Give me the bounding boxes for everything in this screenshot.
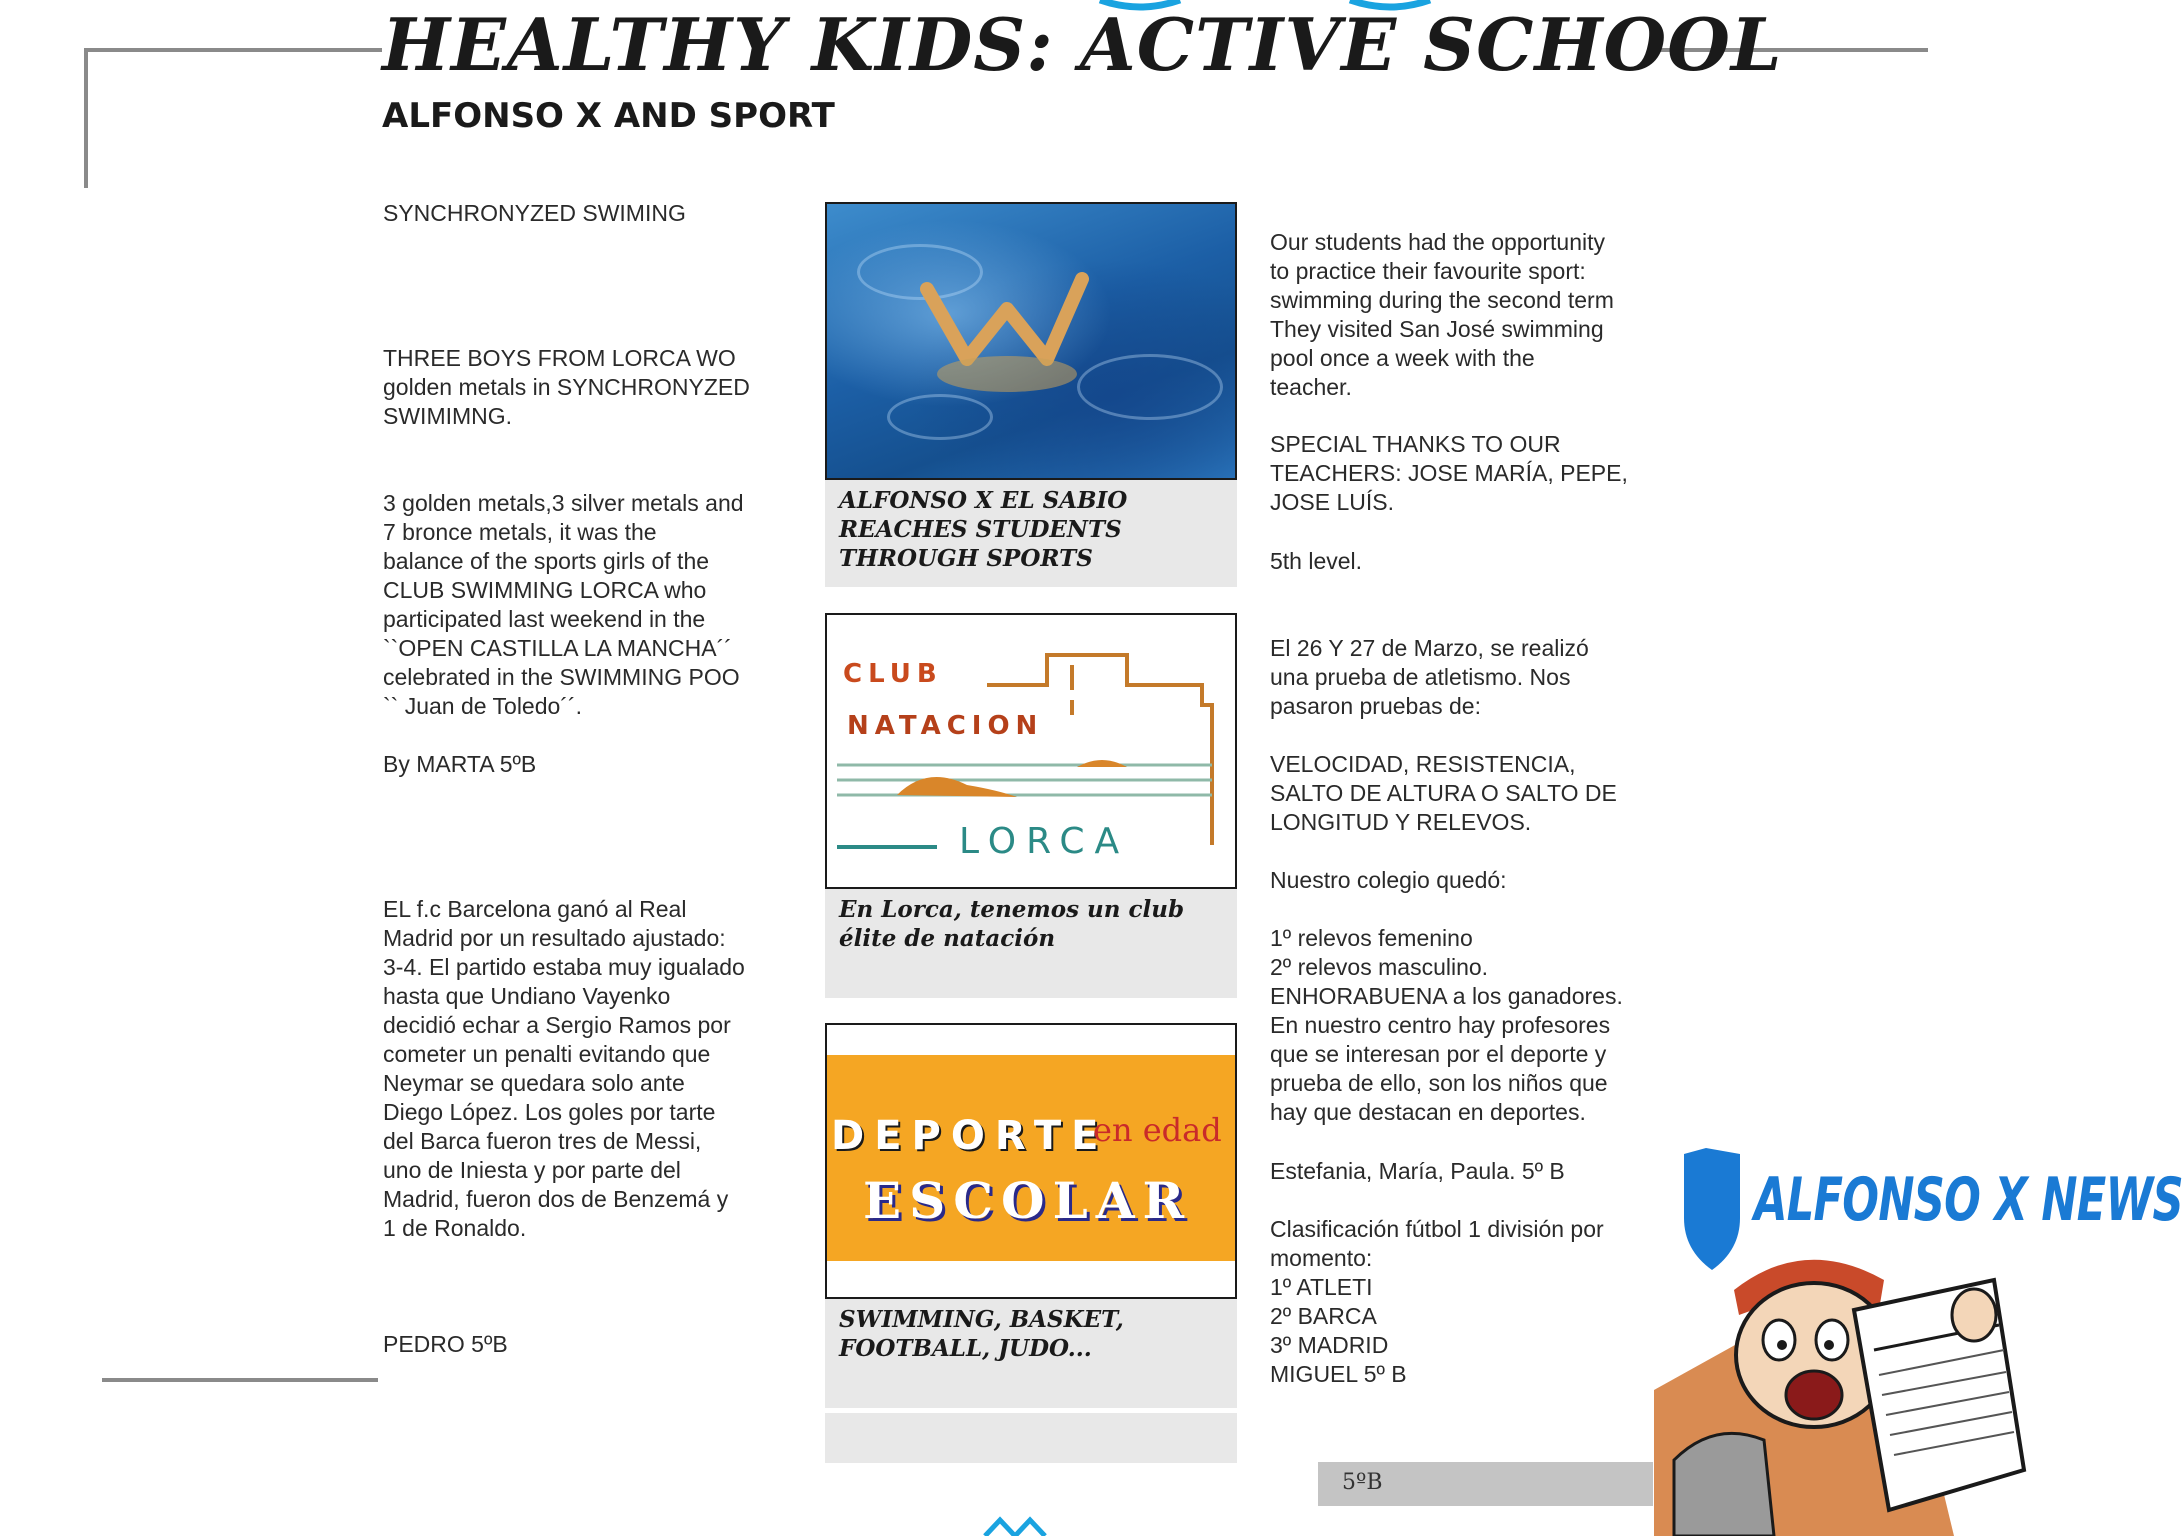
alfonso-x-news-logo: ALFONSO X NEWS	[1754, 1165, 2183, 1235]
right-athletics-intro: El 26 Y 27 de Marzo, se realizó una prueba de atletismo. Nos pasaron pruebas de:	[1270, 635, 1589, 719]
deporte-word: DEPORTE	[831, 1113, 1109, 1159]
frame-line-left-vertical	[84, 48, 88, 188]
escolar-word: ESCOLAR	[863, 1171, 1193, 1230]
caption-elite-club: En Lorca, tenemos un club élite de natación	[839, 896, 1185, 952]
left-article-body: 3 golden metals,3 silver metals and 7 bronce metals, it was the balance of the sports girls of the CLUB SWIMMING LORCA who participated last weekend in the ``OPEN CASTILLA LA MANCHA´´ celebrated in the SWIMMING POO `` Juan de Toledo´´.	[383, 490, 744, 719]
caption-alfonso-reaches: ALFONSO X EL SABIO REACHES STUDENTS THROUGH SPORTS	[839, 487, 1128, 572]
empty-caption-strip	[825, 1413, 1237, 1463]
right-results-heading: Nuestro colegio quedó:	[1270, 867, 1507, 893]
left-byline-pedro: PEDRO 5ºB	[383, 1331, 508, 1357]
frame-line-top-left	[84, 48, 382, 52]
page-subtitle: ALFONSO X AND SPORT	[382, 96, 835, 136]
club-logo-line2: NATACION	[847, 711, 1044, 741]
right-thanks: SPECIAL THANKS TO OUR TEACHERS: JOSE MARÍA, PEPE, JOSE LUÍS.	[1270, 431, 1628, 515]
right-results-body: 1º relevos femenino 2º relevos masculino. ENHORABUENA a los ganadores. En nuestro centro hay profesores que se interesan por el deporte y prueba de ello, son los niños que hay que destacan en deportes.	[1270, 925, 1623, 1125]
right-byline-girls: Estefania, María, Paula. 5º B	[1270, 1158, 1565, 1184]
synchronized-swimming-photo	[825, 202, 1237, 480]
frame-line-bottom-left	[102, 1378, 378, 1382]
caption-sports-list: SWIMMING, BASKET, FOOTBALL, JUDO...	[839, 1306, 1124, 1362]
club-logo-line1: CLUB	[843, 659, 943, 689]
right-athletics-events: VELOCIDAD, RESISTENCIA, SALTO DE ALTURA O SALTO DE LONGITUD Y RELEVOS.	[1270, 751, 1617, 835]
card-deporte-escolar	[825, 1023, 1237, 1408]
bottom-ornament-icon	[975, 1514, 1055, 1536]
club-logo-line3: LORCA	[959, 821, 1130, 862]
left-byline-marta: By MARTA 5ºB	[383, 751, 537, 777]
left-article-intro: THREE BOYS FROM LORCA WO golden metals in SYNCHRONYZED SWIMIMNG.	[383, 345, 750, 429]
card-club-logo	[825, 613, 1237, 998]
left-football-article: EL f.c Barcelona ganó al Real Madrid por un resultado ajustado: 3-4. El partido estaba muy igualado hasta que Undiano Vayenko decidió echar a Sergio Ramos por cometer un penalti evitando que Neymar se quedara solo ante Diego López. Los goles por tarte del Barca fueron tres de Messi, uno de Iniesta y por parte del Madrid, fueron dos de Benzemá y 1 de Ronaldo.	[383, 896, 745, 1241]
deporte-escolar-logo	[825, 1023, 1237, 1299]
card-swimming-photo	[825, 202, 1237, 587]
swimmer-legs-icon	[907, 249, 1107, 409]
right-level: 5th level.	[1270, 548, 1363, 574]
club-natacion-lorca-logo	[825, 613, 1237, 889]
en-edad-word: en edad	[1093, 1111, 1222, 1149]
footer-class-tag: 5ºB	[1318, 1462, 1653, 1506]
left-heading: SYNCHRONYZED SWIMING	[383, 200, 686, 226]
page-title: HEALTHY KIDS: ACTIVE SCHOOL	[382, 2, 1783, 87]
right-swimming-article: Our students had the opportunity to practice their favourite sport: swimming during the second term They visited San José swimming pool once a week with the teacher.	[1270, 229, 1614, 400]
right-football-standings: Clasificación fútbol 1 división por momento: 1º ATLETI 2º BARCA 3º MADRID MIGUEL 5º B	[1270, 1216, 1604, 1387]
